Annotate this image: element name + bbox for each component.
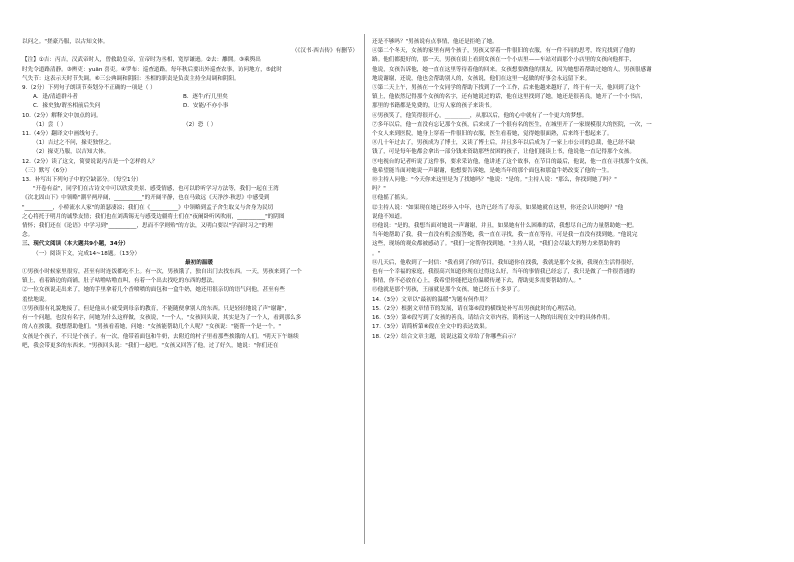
left-text-line bbox=[22, 102, 376, 111]
right-text-line: ⑬他说："是的，我想当面对她说一声谢谢，并且，如果她有什么困难的话，我想尽自己的力量帮助她一把。 bbox=[372, 223, 638, 230]
left-text-line: 时先令道路清静。③辨吏：yuān 喜吏。④罗布：巡查道路。每年秋后要出外巡查农事，访问地方，⑤此时 bbox=[22, 66, 282, 73]
right-text-line: 。" bbox=[372, 250, 381, 257]
left-text-line: （1）吉过之不问，掾吏独怪之。 bbox=[33, 140, 115, 147]
left-text-line: 吧，我会带更多的东西来。"男孩回头说："我们一起吧。"女孩又回答了他，过了好久，她说："你们还在 bbox=[22, 342, 279, 349]
right-text-line: 也有一个幸福的家庭，我很高兴知道你现在过得这么好，当年的事情我已经忘了，我只是做了一件很普通的 bbox=[372, 269, 635, 276]
right-text-line: 17.（3分）请简析第⑧段在全文中的表达效果。 bbox=[372, 324, 491, 331]
right-text-line: 个女人来到医院，她身上穿着一件很旧的衣服，医生看着她，觉得她很面熟，后来终于想起来了。 bbox=[372, 131, 613, 138]
left-text-line: 三、现代文阅读（本大题共9小题，34分） bbox=[22, 241, 129, 248]
left-text-line: （《汉书·西吉传》有删节） bbox=[291, 48, 358, 55]
left-text-line: 之心将托于明月的诚挚友情；我们也在刘禹锡无与感受边疆将士们在"夜阑卧听风吹雨，__________"的阴图 bbox=[22, 213, 285, 220]
left-text-line: （三）默写（6分） bbox=[22, 167, 71, 174]
left-text-line: ①男孩小时候家里很穷，甚至有时连饭都吃不上。有一次，男孩饿了，独自出门去找东西。一天，男孩来到了一个 bbox=[22, 269, 302, 276]
right-text-line: 路。他们都挺好的，那一天，男孩在街上看到女孩在一个小店里——车站对面那个小店里的女孩向他挥手， bbox=[372, 57, 635, 64]
left-text-line: ③男孩很有礼貌地接了，但是他从小就受到母亲的教育，不能随便拿别人的东西。只是轻轻地说了声"谢谢"， bbox=[22, 305, 291, 312]
left-text-line: 有一个问题，也没有名字，问她为什么这样做，女孩说，"一个人，"女孩回头说，其实是为了一个人，看到那么多 bbox=[22, 315, 302, 322]
left-text-line: 9.（2分）下列句子朗读节奏划分不正确的一项是（ ） bbox=[22, 85, 156, 92]
right-text-line: 那里的书籍都是免费的，让穷人家的孩子来读书。 bbox=[372, 103, 496, 110]
left-text-line: 镇上，看着路边的商铺，肚子咕噜咕噜直叫，有着一个出去找吃的东西的想法。 bbox=[22, 278, 218, 285]
left-text-line: "开卷有益"，同学们在古诗文中可以欣赏美景、感受情感，也可以聆听学习方法等，我们一起在王湾 bbox=[33, 186, 279, 193]
option-text: B．逐牛/行几里矣 bbox=[183, 94, 228, 101]
right-text-line: ⑩主持人问他："今天你来这里是为了找她吗？"他说："是的。"主持人说："那么，你找到她了吗？" bbox=[372, 177, 617, 184]
option-text: D．安能/不亦小事 bbox=[183, 103, 229, 110]
right-text-line: 15.（2分）根据文章情节的发展，请在第⑥段的横线处补写出男孩此时的心理活动。 bbox=[372, 305, 580, 312]
left-text-line: 11.（4分）翻译文中画线句子。 bbox=[22, 131, 102, 138]
right-text-line: 事情，你不必放在心上，我希望你能把这份温暖传递下去，帮助更多需要帮助的人。" bbox=[372, 278, 582, 285]
left-text-line: （2）掾吏乃服，以吉知大体。 bbox=[33, 149, 110, 156]
left-text-line bbox=[22, 93, 376, 102]
left-text-line: 12.（2分）读了这文，简要说说丙吉是一个怎样的人？ bbox=[22, 158, 158, 165]
right-text-line: ⑪他摇了摇头。 bbox=[372, 195, 412, 202]
right-column bbox=[372, 38, 728, 342]
right-text-line: 他希望能当面对她说一声谢谢，他想要告诉她，是她当年的那个面包和那盒牛奶改变了他的一生。 bbox=[372, 167, 613, 174]
right-text-line: ⑫主持人说："如果现在她已经步入中年，也许已经当了母亲，如果她就在这里，你还会认识她吗？"他 bbox=[372, 204, 624, 211]
right-text-line: 说他不知道。 bbox=[372, 213, 406, 220]
right-text-line: 18.（2分）结合文章主题，说说这篇文章给了你哪些启示？ bbox=[372, 333, 519, 340]
right-text-line: 还是不够吗？"男孩说有点事情，他还是拒绝了她。 bbox=[372, 39, 498, 45]
left-text-line: 最初的温暖 bbox=[185, 259, 213, 266]
right-text-line: 他说，女孩告诉他，她一直在这里等待着他的回来。女孩想要做他的朋友，因为她想着帮助过她的人，男孩很感谢 bbox=[372, 66, 652, 73]
left-text-line: 【注】①吉：丙吉，汉武帝时人，曾救助皇帝，宣帝时为丞相，宽厚谦逊。②去：離開。③乘舆出 bbox=[22, 57, 261, 64]
right-text-line: ⑥男孩笑了，他笑得很开心，_________，从那以后，他的心中就有了一个更大的梦想。 bbox=[372, 112, 588, 119]
right-text-line: ⑭几天后，他收到了一封信："我看到了你的节目，我知道你在找我，我就是那个女孩，我现在生活得很好， bbox=[372, 259, 638, 266]
option-text: A．逢/清道群斗者 bbox=[33, 94, 78, 101]
left-text-line: 气失节：这表示天时节失调。⑥三公典调和阴阳：丞相的职责是负责主持全局调和阴阳。 bbox=[22, 75, 240, 82]
left-text-line: 以问之。"搓豪乃服，以古知文体。 bbox=[22, 39, 109, 45]
right-text-line: 这些，现场的观众都被感动了。"我们一定帮你找到她。"主持人说，"我们会尽最大的努力来帮助你的 bbox=[372, 241, 621, 248]
right-text-line: ⑧几十年过去了，男孩成为了博士，又读了博士后，并且多年以后成为了一家上市公司的总裁，他已经不缺 bbox=[372, 140, 635, 147]
left-text-line: 念。 bbox=[22, 232, 34, 239]
right-text-line: 吗？" bbox=[372, 186, 386, 193]
left-text-line: 13．补写出下列句子中的空缺部分。（每空1分） bbox=[22, 177, 142, 184]
left-text-line: ②一位女孩说走出来了，她的手里拿着几个香喷喷的面包和一盒牛奶，她还用很亲切的语气问他，甚至有些 bbox=[22, 287, 285, 294]
right-text-line: 16.（3分）第⑥段写到了女孩的善良，请结合文章内容，简析这一人物的出现在文中的具体作用。 bbox=[372, 315, 614, 322]
option-text: （2）恐（ ） bbox=[183, 121, 217, 128]
right-text-line: ④第二个冬天，女孩的家里有两个孩子，男孩又穿着一件很旧的衣服，有一件不同的思考，终究找到了他的 bbox=[372, 48, 635, 55]
left-text-line: 情怀；我们还在《论语》中学习到"__________，思而不学则殆"的方法，又明白要以"学而时习之"的理 bbox=[22, 223, 273, 230]
right-text-line: 地说谢谢，还说，他也会帮助别人的，女孩说，他们在这里一起做的好事会永远留下来。 bbox=[372, 75, 591, 82]
right-text-line: ⑮他就是那个男孩，王丽就是那个女孩，她已经五十多岁了。 bbox=[372, 287, 524, 294]
left-text-line: （一）阅读下文，完成14~18题。（13分） bbox=[33, 250, 141, 257]
right-text-line: ⑨电视台的记者听说了这件事，要求采访他，他讲述了这个故事，在节目的最后，他说，他一直在寻找那个女孩， bbox=[372, 158, 652, 165]
left-text-line: 羞怯地说。 bbox=[22, 296, 50, 303]
right-text-line: 镇上，他依然记得那个女孩的名字，还有她说过的话，他在这里找到了她，她还是很善良，她开了一个小书店， bbox=[372, 94, 647, 101]
left-text-line: "__________，小桥流水人家"的萧瑟凄凉；我们在《__________》中领略到孟子舍生取义与舍身为民切 bbox=[22, 204, 274, 211]
left-text-line: 的人在挨饿，我想帮助他们。"男孩看着她，问她："女孩能帮助几个人呢？"女孩说："能帮一个是一个。" bbox=[22, 324, 281, 331]
left-column bbox=[22, 38, 376, 351]
right-text-line: ⑦多年以后，他一直没有忘记那个女孩，后来成了一个很有名的医生，在城里开了一家规模很大的医院，一次，一 bbox=[372, 121, 652, 128]
option-text: C．掾史独/谓丞相前后失问 bbox=[33, 103, 101, 110]
right-text-line: 14.（3分）文章以"最初的温暖"为题有何作用？ bbox=[372, 296, 491, 303]
left-text-line: 《次北固山下》中领略"潮平两岸阔，__________"的开阔平静，也在马致远《天净沙·秋思》中感受到 bbox=[22, 195, 270, 202]
right-text-line: 钱了，可是每年他都会拿出一部分钱来资助那些贫困的孩子，让他们能读上书，他说他一直记得那个女孩。 bbox=[372, 149, 635, 156]
left-text-line bbox=[22, 121, 376, 130]
left-text-line: 女孩是个孩子，不只是个孩子。有一次，他带着面包和牛奶，去附近的村子里看那些挨饿的人们。"明天下午继续 bbox=[22, 333, 299, 340]
left-text-line: 10.（2分）解释文中加点的词。 bbox=[22, 112, 102, 119]
right-text-line: ⑤第二天上午，男孩在一个女同学的帮助下找到了一个工作，后来他越来越好了，终于有一天，他回到了这个 bbox=[372, 85, 641, 92]
option-text: （1）尝（ ） bbox=[33, 121, 67, 128]
right-text-line: 当年她帮助了我，我一直没有机会报答她，我一直在寻找，我一直在等待，可是我一直没有找到她。"他说完 bbox=[372, 232, 638, 239]
